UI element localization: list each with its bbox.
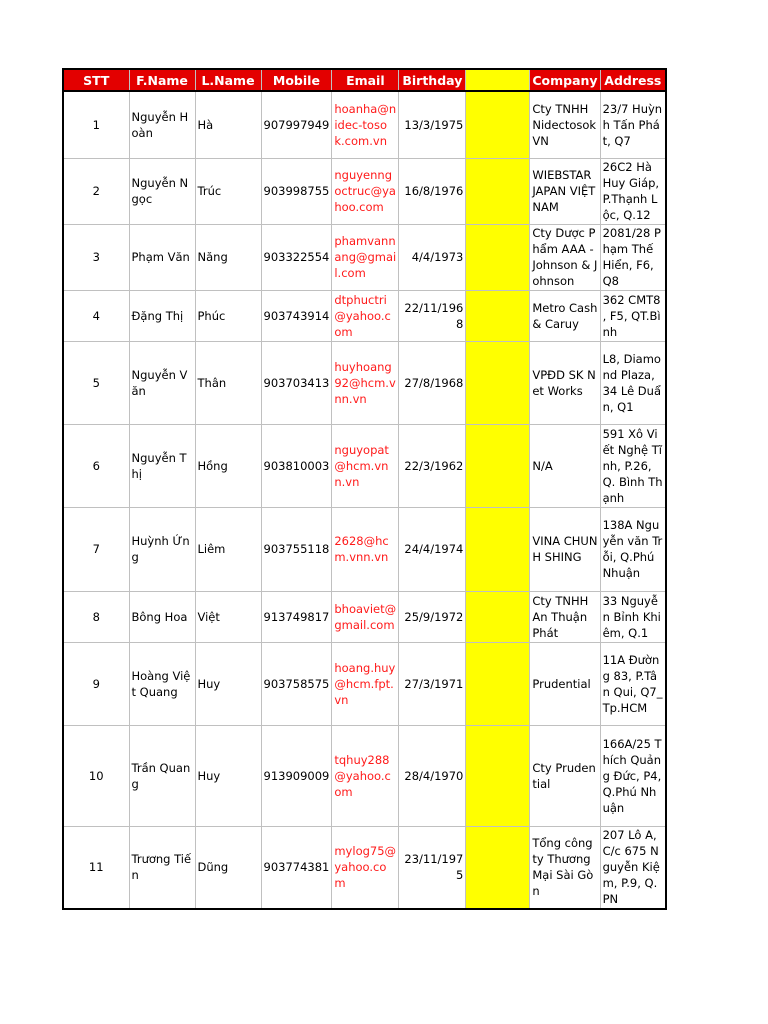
header-first-name: F.Name bbox=[129, 69, 195, 91]
header-last-name: L.Name bbox=[195, 69, 261, 91]
cell-stt: 10 bbox=[63, 725, 129, 826]
cell-last-name: Trúc bbox=[195, 158, 261, 224]
cell-birthday: 25/9/1972 bbox=[399, 591, 466, 642]
cell-highlight bbox=[466, 424, 530, 507]
cell-address: 26C2 Hà Huy Giáp, P.Thạnh Lộc, Q.12 bbox=[600, 158, 666, 224]
cell-company: Tổng công ty Thương Mại Sài Gòn bbox=[530, 826, 600, 909]
cell-first-name: Nguyễn Thị bbox=[129, 424, 195, 507]
cell-birthday: 27/8/1968 bbox=[399, 341, 466, 424]
cell-birthday: 27/3/1971 bbox=[399, 642, 466, 725]
cell-highlight bbox=[466, 826, 530, 909]
header-address: Address bbox=[600, 69, 666, 91]
cell-address: 33 Nguyễn Bỉnh Khiêm, Q.1 bbox=[600, 591, 666, 642]
cell-birthday: 13/3/1975 bbox=[399, 91, 466, 158]
table-row bbox=[63, 725, 666, 826]
cell-stt: 11 bbox=[63, 826, 129, 909]
cell-mobile: 913749817 bbox=[261, 591, 332, 642]
cell-address: 362 CMT8 , F5, QT.Bình bbox=[600, 290, 666, 341]
cell-address: L8, Diamond Plaza, 34 Lê Duẩn, Q1 bbox=[600, 341, 666, 424]
header-row bbox=[63, 69, 666, 91]
header-blank bbox=[466, 69, 530, 91]
cell-mobile: 903755118 bbox=[261, 507, 332, 591]
header-stt: STT bbox=[63, 69, 129, 91]
cell-email: bhoaviet@gmail.com bbox=[332, 591, 399, 642]
header-email: Email bbox=[332, 69, 399, 91]
cell-company: WIEBSTAR JAPAN VIỆT NAM bbox=[530, 158, 600, 224]
cell-address: 23/7 Huỳnh Tấn Phát, Q7 bbox=[600, 91, 666, 158]
cell-stt: 2 bbox=[63, 158, 129, 224]
table-row bbox=[63, 424, 666, 507]
cell-first-name: Bông Hoa bbox=[129, 591, 195, 642]
cell-first-name: Nguyễn Văn bbox=[129, 341, 195, 424]
cell-company: Cty Dược Phẩm AAA - Johnson & Johnson bbox=[530, 224, 600, 290]
cell-stt: 3 bbox=[63, 224, 129, 290]
cell-stt: 5 bbox=[63, 341, 129, 424]
cell-first-name: Phạm Văn bbox=[129, 224, 195, 290]
cell-address: 207 Lô A, C/c 675 Nguyễn Kiệm, P.9, Q.PN bbox=[600, 826, 666, 909]
cell-birthday: 22/11/1968 bbox=[399, 290, 466, 341]
cell-birthday: 16/8/1976 bbox=[399, 158, 466, 224]
cell-last-name: Hồng bbox=[195, 424, 261, 507]
header-mobile: Mobile bbox=[261, 69, 332, 91]
table-row bbox=[63, 591, 666, 642]
cell-address: 11A Đường 83, P.Tân Qui, Q7_Tp.HCM bbox=[600, 642, 666, 725]
cell-highlight bbox=[466, 91, 530, 158]
cell-first-name: Hoàng Việt Quang bbox=[129, 642, 195, 725]
cell-email: nguyopat@hcm.vnn.vn bbox=[332, 424, 399, 507]
cell-first-name: Trương Tiến bbox=[129, 826, 195, 909]
cell-last-name: Hà bbox=[195, 91, 261, 158]
cell-company: VINA CHUNH SHING bbox=[530, 507, 600, 591]
table-row bbox=[63, 826, 666, 909]
cell-first-name: Nguyễn Ngọc bbox=[129, 158, 195, 224]
cell-mobile: 903743914 bbox=[261, 290, 332, 341]
cell-birthday: 4/4/1973 bbox=[399, 224, 466, 290]
cell-mobile: 903774381 bbox=[261, 826, 332, 909]
cell-highlight bbox=[466, 725, 530, 826]
cell-first-name: Nguyễn Hoàn bbox=[129, 91, 195, 158]
cell-company: VPĐD SK Net Works bbox=[530, 341, 600, 424]
cell-email: mylog75@yahoo.com bbox=[332, 826, 399, 909]
cell-company: Cty TNHH An Thuận Phát bbox=[530, 591, 600, 642]
cell-highlight bbox=[466, 158, 530, 224]
table-row bbox=[63, 341, 666, 424]
cell-email: nguyenngoctruc@yahoo.com bbox=[332, 158, 399, 224]
cell-stt: 4 bbox=[63, 290, 129, 341]
cell-company: Metro Cash & Caruy bbox=[530, 290, 600, 341]
cell-last-name: Huy bbox=[195, 725, 261, 826]
cell-last-name: Phúc bbox=[195, 290, 261, 341]
cell-highlight bbox=[466, 642, 530, 725]
cell-highlight bbox=[466, 507, 530, 591]
cell-first-name: Trần Quang bbox=[129, 725, 195, 826]
cell-company: Cty TNHH Nidectosok VN bbox=[530, 91, 600, 158]
cell-highlight bbox=[466, 341, 530, 424]
header-birthday: Birthday bbox=[399, 69, 466, 91]
cell-last-name: Dũng bbox=[195, 826, 261, 909]
cell-stt: 6 bbox=[63, 424, 129, 507]
cell-stt: 1 bbox=[63, 91, 129, 158]
cell-email: dtphuctri@yahoo.com bbox=[332, 290, 399, 341]
cell-stt: 7 bbox=[63, 507, 129, 591]
cell-address: 2081/28 Phạm Thế Hiển, F6, Q8 bbox=[600, 224, 666, 290]
cell-mobile: 913909009 bbox=[261, 725, 332, 826]
cell-mobile: 903998755 bbox=[261, 158, 332, 224]
header-company: Company bbox=[530, 69, 600, 91]
cell-highlight bbox=[466, 224, 530, 290]
cell-first-name: Huỳnh Ứng bbox=[129, 507, 195, 591]
cell-address: 166A/25 Thích Quảng Đức, P4, Q.Phú Nhuận bbox=[600, 725, 666, 826]
table-row bbox=[63, 290, 666, 341]
table-row bbox=[63, 224, 666, 290]
cell-last-name: Thân bbox=[195, 341, 261, 424]
cell-mobile: 903810003 bbox=[261, 424, 332, 507]
cell-company: N/A bbox=[530, 424, 600, 507]
cell-company: Cty Prudential bbox=[530, 725, 600, 826]
cell-first-name: Đặng Thị bbox=[129, 290, 195, 341]
cell-last-name: Liêm bbox=[195, 507, 261, 591]
cell-email: huyhoang92@hcm.vnn.vn bbox=[332, 341, 399, 424]
table-row bbox=[63, 91, 666, 158]
cell-mobile: 903322554 bbox=[261, 224, 332, 290]
cell-last-name: Năng bbox=[195, 224, 261, 290]
table-row bbox=[63, 507, 666, 591]
cell-address: 591 Xô Viết Nghệ Tĩnh, P.26, Q. Bình Thạnh bbox=[600, 424, 666, 507]
cell-birthday: 28/4/1970 bbox=[399, 725, 466, 826]
cell-company: Prudential bbox=[530, 642, 600, 725]
contact-table bbox=[62, 68, 667, 910]
cell-birthday: 22/3/1962 bbox=[399, 424, 466, 507]
cell-address: 138A Nguyễn văn Trỗi, Q.Phú Nhuận bbox=[600, 507, 666, 591]
cell-email: 2628@hcm.vnn.vn bbox=[332, 507, 399, 591]
cell-email: hoang.huy@hcm.fpt.vn bbox=[332, 642, 399, 725]
table-row bbox=[63, 642, 666, 725]
cell-mobile: 903703413 bbox=[261, 341, 332, 424]
cell-highlight bbox=[466, 290, 530, 341]
cell-birthday: 24/4/1974 bbox=[399, 507, 466, 591]
cell-mobile: 903758575 bbox=[261, 642, 332, 725]
cell-email: hoanha@nidec-tosok.com.vn bbox=[332, 91, 399, 158]
cell-stt: 8 bbox=[63, 591, 129, 642]
cell-last-name: Việt bbox=[195, 591, 261, 642]
cell-birthday: 23/11/1975 bbox=[399, 826, 466, 909]
cell-stt: 9 bbox=[63, 642, 129, 725]
cell-last-name: Huy bbox=[195, 642, 261, 725]
table-row bbox=[63, 158, 666, 224]
cell-email: phamvannang@gmail.com bbox=[332, 224, 399, 290]
cell-email: tqhuy288@yahoo.com bbox=[332, 725, 399, 826]
cell-mobile: 907997949 bbox=[261, 91, 332, 158]
cell-highlight bbox=[466, 591, 530, 642]
